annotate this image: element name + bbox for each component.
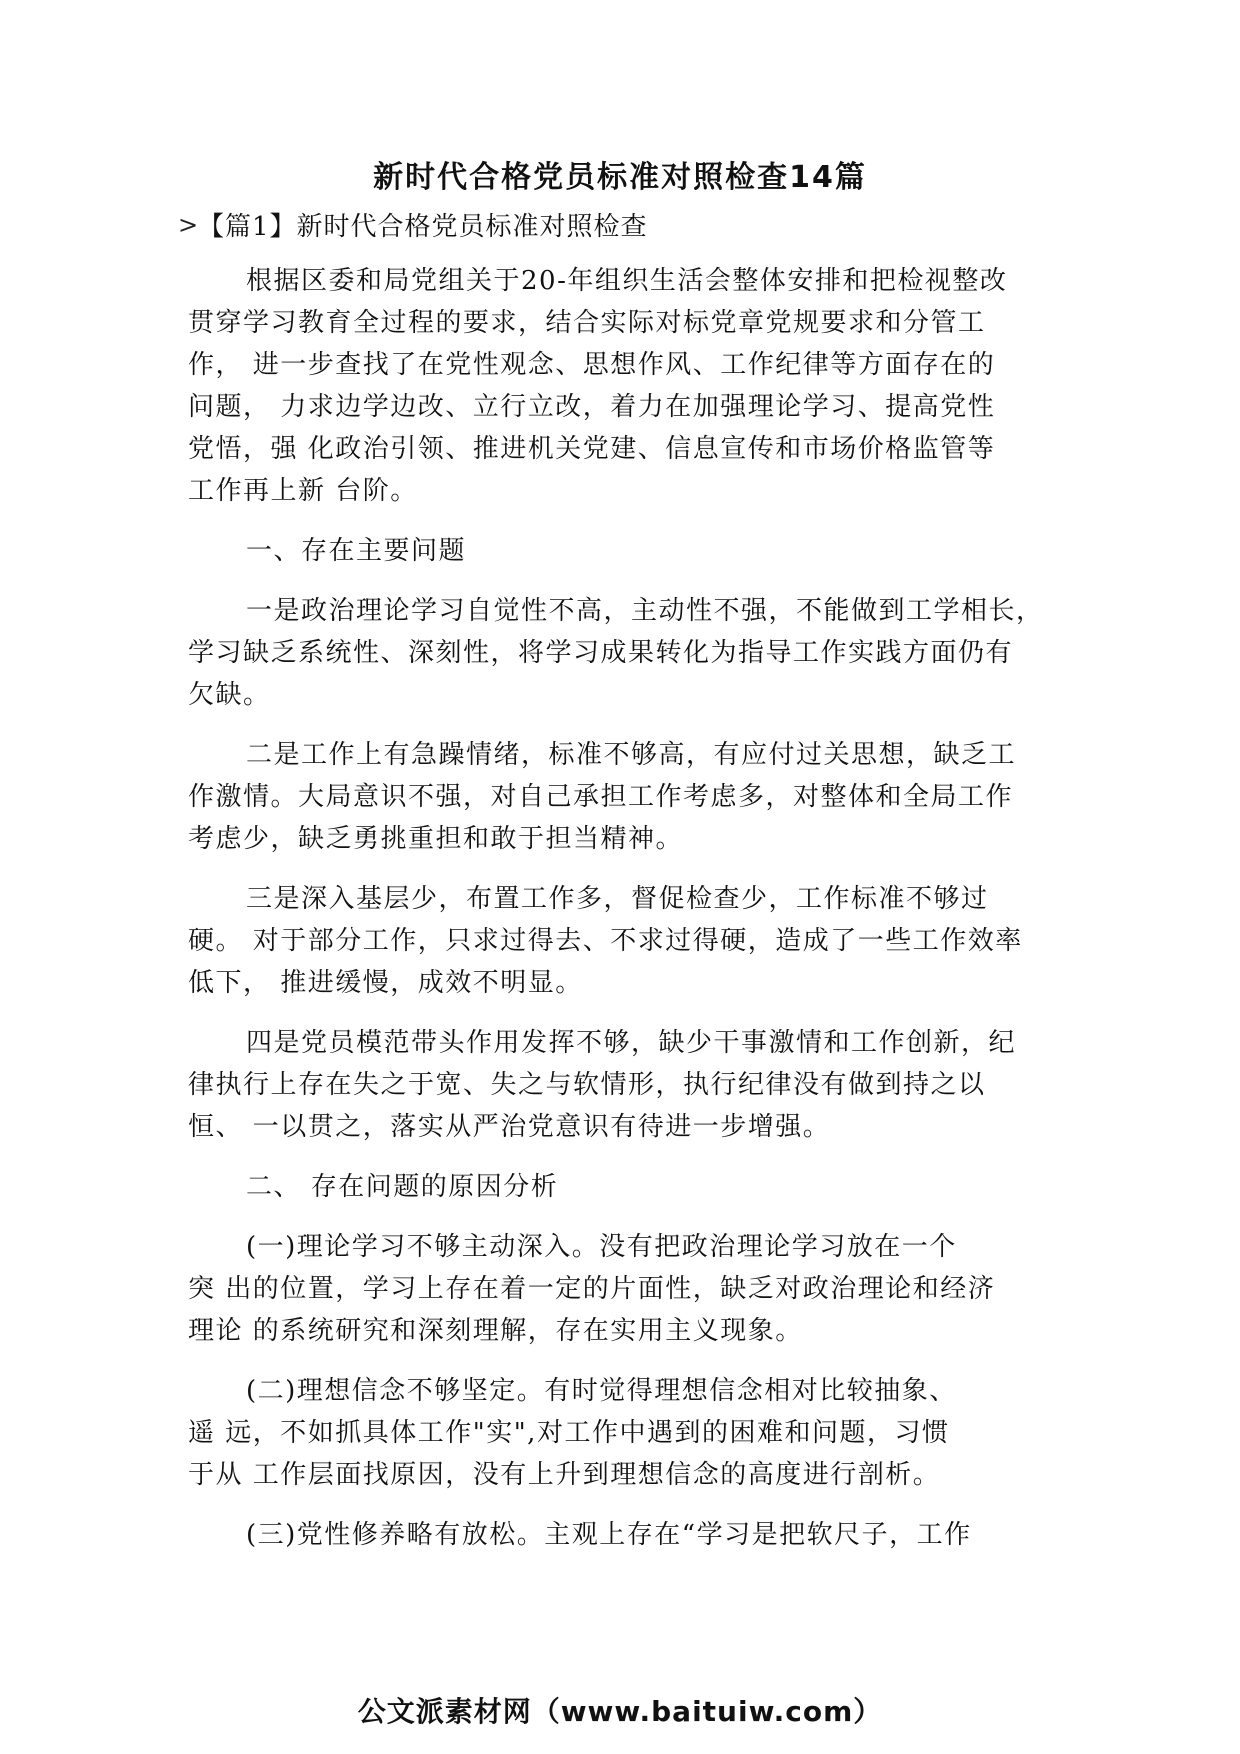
paragraph: [188, 590, 1058, 716]
paragraph-line: 低下， 推进缓慢，成效不明显。: [188, 968, 583, 998]
paragraph-line: 学习缺乏系统性、深刻性，将学习成果转化为指导工作实践方面仍有: [188, 638, 1014, 668]
paragraph: [188, 1022, 1058, 1148]
footer-watermark: 公文派素材网（www.baituiw.com）: [357, 1695, 883, 1728]
paragraph-line: 欠缺。: [188, 680, 271, 710]
paragraph: [188, 1370, 1058, 1496]
paragraph-line: (二)理想信念不够坚定。有时觉得理想信念相对比较抽象、: [246, 1376, 957, 1406]
paragraph: [188, 734, 1058, 860]
paragraph-line: 突 出的位置，学习上存在着一定的片面性，缺乏对政治理论和经济: [188, 1274, 996, 1304]
paragraph-line: 恒、 一以贯之，落实从严治党意识有待进一步增强。: [188, 1112, 831, 1142]
paragraph-line: 作激情。大局意识不强，对自己承担工作考虑多，对整体和全局工作: [188, 782, 1014, 812]
paragraph-line: (三)党性修养略有放松。主观上存在“学习是把软尺子，工作: [246, 1520, 972, 1550]
paragraph: [188, 530, 1058, 572]
paragraph-line: 四是党员模范带头作用发挥不够，缺少干事激情和工作创新，纪: [246, 1028, 1017, 1058]
document-body: [188, 260, 1058, 1574]
paragraph-line: 作， 进一步查找了在党性观念、思想作风、工作纪律等方面存在的: [188, 350, 996, 380]
paragraph-line: 工作再上新 台阶。: [188, 476, 418, 506]
paragraph-line: 问题， 力求边学边改、立行立改，着力在加强理论学习、提高党性: [188, 392, 996, 422]
paragraph-line: 一是政治理论学习自觉性不高，主动性不强，不能做到工学相长，: [246, 596, 1044, 626]
paragraph-line: 一、存在主要问题: [246, 536, 467, 566]
paragraph-line: 硬。 对于部分工作，只求过得去、不求过得硬，造成了一些工作效率: [188, 926, 1023, 956]
chevron-right-icon: >: [178, 210, 200, 239]
paragraph: [188, 260, 1058, 512]
paragraph: [188, 1226, 1058, 1352]
paragraph-line: 二、 存在问题的原因分析: [246, 1172, 559, 1202]
paragraph: [188, 878, 1058, 1004]
paragraph-line: 于从 工作层面找原因，没有上升到理想信念的高度进行剖析。: [188, 1460, 941, 1490]
paragraph: [188, 1166, 1058, 1208]
section-heading-text: 【篇1】新时代合格党员标准对照检查: [198, 212, 648, 242]
paragraph-line: (一)理论学习不够主动深入。没有把政治理论学习放在一个: [246, 1232, 957, 1262]
paragraph-line: 理论 的系统研究和深刻理解，存在实用主义现象。: [188, 1316, 803, 1346]
paragraph-line: 二是工作上有急躁情绪，标准不够高，有应付过关思想，缺乏工: [246, 740, 1017, 770]
paragraph-line: 律执行上存在失之于宽、失之与软情形，执行纪律没有做到持之以: [188, 1070, 986, 1100]
paragraph-line: 三是深入基层少，布置工作多，督促检查少，工作标准不够过: [246, 884, 989, 914]
paragraph: [188, 1514, 1058, 1556]
document-title: 新时代合格党员标准对照检查14篇: [373, 160, 867, 195]
section-heading: [178, 206, 648, 243]
paragraph-line: 党悟，强 化政治引领、推进机关党建、信息宣传和市场价格监管等: [188, 434, 996, 464]
paragraph-line: 遥 远，不如抓具体工作"实",对工作中遇到的困难和问题，习惯: [188, 1418, 950, 1448]
paragraph-line: 根据区委和局党组关于20-年组织生活会整体安排和把检视整改: [246, 266, 1008, 296]
paragraph-line: 贯穿学习教育全过程的要求，结合实际对标党章党规要求和分管工: [188, 308, 986, 338]
paragraph-line: 考虑少，缺乏勇挑重担和敢于担当精神。: [188, 824, 684, 854]
